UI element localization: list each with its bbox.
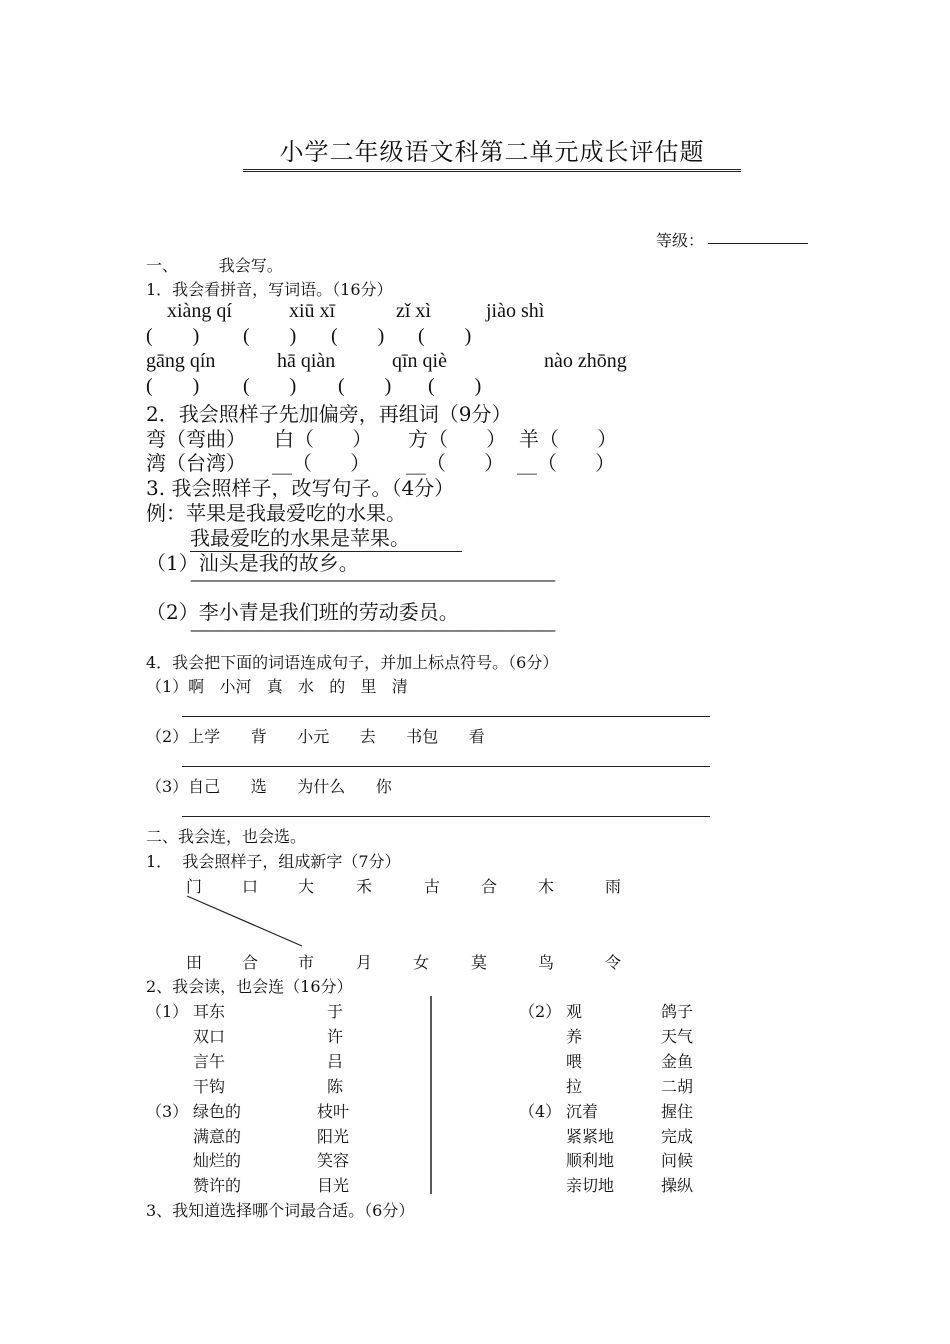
match-right[interactable]: 二胡 — [661, 1077, 694, 1096]
char-top[interactable]: 古 — [424, 877, 441, 896]
char-top[interactable]: 门 — [186, 877, 203, 896]
char-top[interactable]: 雨 — [605, 877, 622, 896]
answer-blank[interactable]: ( ) — [243, 375, 297, 397]
q2-prompt: 2．我会照样子先加偏旁，再组词（9分） — [146, 402, 512, 426]
q4-item-3: （3）自己 选 为什么 你 — [146, 777, 392, 796]
group-label: （1） — [146, 1002, 189, 1021]
q2-item[interactable]: __（ ） — [517, 451, 616, 475]
grade-label: 等级： — [656, 231, 705, 250]
pinyin-3: zǐ xì — [396, 300, 431, 322]
q3-example: 例：苹果是我最爱吃的水果。 — [146, 501, 406, 525]
char-bottom[interactable]: 莫 — [471, 953, 488, 972]
pinyin-5: gāng qín — [146, 350, 216, 372]
q2-item[interactable]: 方（ ） — [408, 427, 507, 451]
match-right[interactable]: 目光 — [317, 1176, 350, 1195]
answer-blank[interactable]: ( ) — [331, 325, 385, 347]
match-left[interactable]: 观 — [566, 1002, 583, 1021]
match-right[interactable]: 许 — [327, 1027, 344, 1046]
q1-prompt: 1．我会看拼音，写词语。（16分） — [146, 280, 393, 299]
q3-item-1: （1）汕头是我的故乡。 — [146, 551, 359, 575]
match-left[interactable]: 沉着 — [566, 1102, 599, 1121]
match-right[interactable]: 陈 — [327, 1077, 344, 1096]
char-bottom[interactable]: 鸟 — [538, 953, 555, 972]
p2q2-prompt: 2、我会读，也会连（16分） — [146, 977, 353, 996]
match-right[interactable]: 金鱼 — [661, 1052, 694, 1071]
match-left[interactable]: 顺利地 — [566, 1151, 615, 1170]
group-label: （3） — [146, 1102, 189, 1121]
answer-line[interactable]: —————————————————————————— — [190, 620, 554, 639]
q2-item[interactable]: 羊（ ） — [519, 427, 618, 451]
char-bottom[interactable]: 女 — [413, 953, 430, 972]
match-left[interactable]: 耳东 — [193, 1002, 226, 1021]
q2-item[interactable]: __（ ） — [272, 451, 371, 475]
char-bottom[interactable]: 市 — [298, 953, 315, 972]
char-top[interactable]: 木 — [538, 877, 555, 896]
group-label: （2） — [519, 1002, 562, 1021]
pinyin-7: qīn qiè — [392, 350, 447, 372]
match-left[interactable]: 喂 — [566, 1052, 583, 1071]
q2-item[interactable]: __（ ） — [406, 451, 505, 475]
pinyin-2: xiū xī — [289, 300, 336, 322]
match-left[interactable]: 干钩 — [193, 1077, 226, 1096]
p2q3-prompt: 3、我知道选择哪个词最合适。（6分） — [146, 1201, 415, 1220]
part2-heading: 二、我会连，也会选。 — [146, 827, 307, 846]
match-left[interactable]: 灿烂的 — [193, 1151, 242, 1170]
match-right[interactable]: 问候 — [661, 1151, 694, 1170]
page-title: 小学二年级语文科第二单元成长评估题 — [243, 132, 741, 172]
match-left[interactable]: 双口 — [193, 1027, 226, 1046]
match-left[interactable]: 养 — [566, 1027, 583, 1046]
part1-heading: 一、 我会写。 — [146, 256, 283, 275]
match-right[interactable]: 天气 — [661, 1027, 694, 1046]
char-top[interactable]: 合 — [481, 877, 498, 896]
char-bottom[interactable]: 月 — [356, 953, 373, 972]
match-left[interactable]: 言午 — [193, 1052, 226, 1071]
char-top[interactable]: 大 — [298, 877, 315, 896]
q3-example-answer: 我最爱吃的水果是苹果。 — [190, 522, 462, 552]
pinyin-8: nào zhōng — [544, 350, 627, 372]
answer-blank[interactable]: ( ) — [338, 375, 392, 397]
match-right[interactable]: 握住 — [661, 1102, 694, 1121]
char-bottom[interactable]: 合 — [242, 953, 259, 972]
char-bottom[interactable]: 令 — [605, 953, 622, 972]
group-label: （4） — [519, 1102, 562, 1121]
match-left[interactable]: 满意的 — [193, 1127, 242, 1146]
pinyin-4: jiào shì — [486, 300, 545, 322]
char-top[interactable]: 口 — [242, 877, 259, 896]
answer-blank[interactable]: ( ) — [418, 325, 472, 347]
answer-blank[interactable]: ( ) — [146, 325, 200, 347]
match-left[interactable]: 紧紧地 — [566, 1127, 615, 1146]
p2q1-prompt: 1． 我会照样子，组成新字（7分） — [146, 852, 401, 871]
match-left[interactable]: 亲切地 — [566, 1176, 615, 1195]
match-right[interactable]: 完成 — [661, 1127, 694, 1146]
match-left[interactable]: 绿色的 — [193, 1102, 242, 1121]
match-right[interactable]: 笑容 — [317, 1151, 350, 1170]
q4-item-2: （2）上学 背 小元 去 书包 看 — [146, 727, 485, 746]
match-right[interactable]: 于 — [327, 1002, 344, 1021]
answer-blank[interactable]: ( ) — [243, 325, 297, 347]
match-left[interactable]: 赞许的 — [193, 1176, 242, 1195]
answer-blank[interactable]: ( ) — [428, 375, 482, 397]
char-bottom[interactable]: 田 — [186, 953, 203, 972]
answer-line[interactable]: —————————————————————————— — [190, 570, 554, 589]
match-right[interactable]: 阳光 — [317, 1127, 350, 1146]
answer-blank[interactable]: ( ) — [146, 375, 200, 397]
q2-item[interactable]: 白（ ） — [274, 427, 373, 451]
q2-item: 湾（台湾） — [146, 451, 246, 475]
q4-prompt: 4．我会把下面的词语连成句子，并加上标点符号。（6分） — [146, 653, 559, 672]
q3-item-2: （2）李小青是我们班的劳动委员。 — [146, 600, 459, 624]
pinyin-1: xiàng qí — [167, 300, 232, 322]
q4-item-1: （1）啊 小河 真 水 的 里 清 — [146, 677, 408, 696]
char-top[interactable]: 禾 — [356, 877, 373, 896]
pinyin-6: hā qiàn — [277, 350, 336, 372]
match-left[interactable]: 拉 — [566, 1077, 583, 1096]
match-right[interactable]: 操纵 — [661, 1176, 694, 1195]
match-right[interactable]: 鸽子 — [661, 1002, 694, 1021]
match-right[interactable]: 吕 — [327, 1052, 344, 1071]
q2-item: 弯（弯曲） — [146, 427, 246, 451]
q3-prompt: 3. 我会照样子，改写句子。（4分） — [146, 476, 455, 500]
match-right[interactable]: 枝叶 — [317, 1102, 350, 1121]
